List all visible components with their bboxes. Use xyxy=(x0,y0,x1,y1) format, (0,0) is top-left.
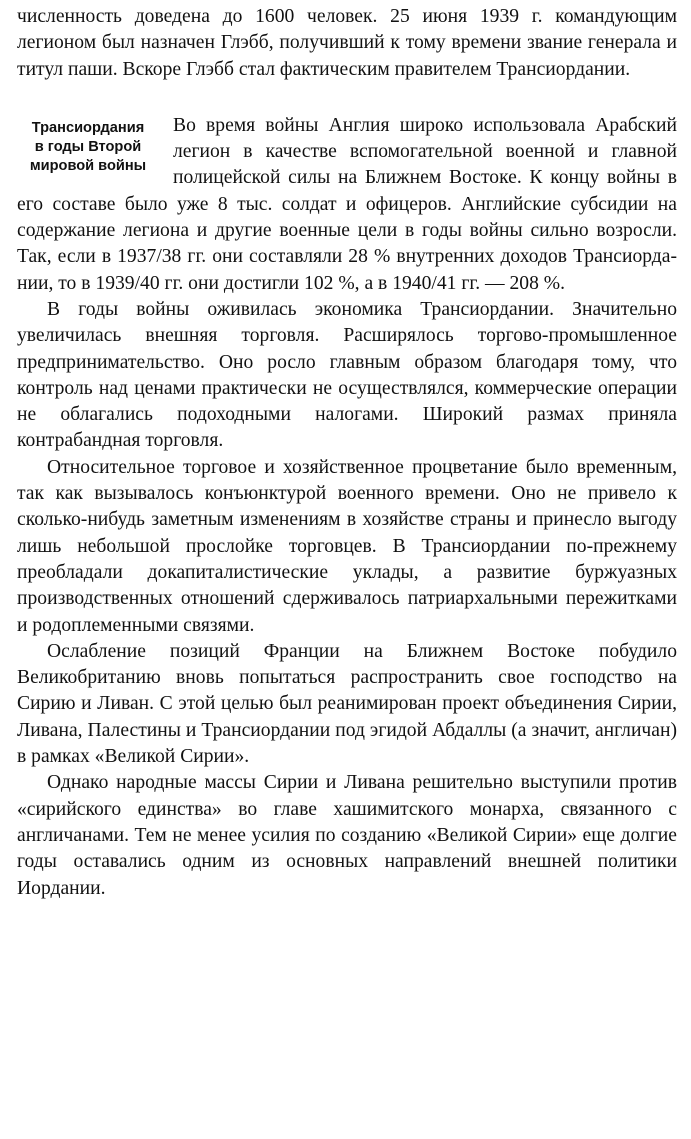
paragraph-economy: В годы войны оживилась экономика Трансиордании. Значительно увеличилась внешняя торговля. Расширялось торгово-промышленное предпринимательство. Оно росло главным образом благодаря тому, что контроль над ценами практически не осуществлялся, коммерческие операции не облагались подоходными налогами. Широкий размах приняла контрабандная торговля. xyxy=(17,298,677,452)
paragraph-prosperity: Относительное торговое и хозяйственное процветание было временным, так как вызывалось конъюнктурой военного времени. Оно не привело к сколько-нибудь заметным изменениям в хозяйстве страны и принесло выгоду лишь небольшой прослойке торговцев. В Трансиордании по-прежнему преобладали докапиталистические уклады, а развитие буржуазных производственных отношений сдерживалось патриархальными пережитками и родоплеменными связями. xyxy=(17,456,677,636)
section-transjordan-ww2 xyxy=(17,113,677,297)
paragraph-continuation: численность доведена до 1600 человек. 25 июня 1939 г. командующим легионом был назначен Глэбб, получивший к тому времени звание генерала и титул паши. Вскоре Глэбб стал фактическим правителем Трансиордании. xyxy=(17,6,677,80)
paragraph-greater-syria: Ослабление позиций Франции на Ближнем Востоке побудило Великобританию вновь попытаться распространить свое господство на Сирию и Ливан. С этой целью был реанимирован проект объединения Сирии, Ливана, Палестины и Трансиордании под эгидой Абдаллы (а значит, англичан) в рамках «Великой Сирии». xyxy=(17,640,677,768)
document-page xyxy=(17,4,677,902)
paragraph-syrian-unity: Однако народные массы Сирии и Ливана решительно выступили против «сирийского единства» во главе хашимитского монарха, связанного с англичанами. Тем не менее усилия по созданию «Великой Сирии» еще долгие годы оставались одним из основных направлений внешней политики Иордании. xyxy=(17,772,677,899)
side-heading-line: Трансиордания xyxy=(31,119,145,136)
section-first-paragraph: Во время войны Англия широко использовала Арабский легион в качестве вспомогательной военной и главной полицейской силы на Ближнем Востоке. К концу войны в его составе было уже 8 тыс. солдат и офицеров. Английские субсидии на содержание легиона и другие военные цели в годы войны сильно возросли. Так, если в 1937/38 гг. они составляли 28 % внутренних доходов Трансиордании, то в 1939/40 гг. они достигли 102 %, а в 1940/41 гг. — 208 %. xyxy=(17,114,677,294)
side-heading-line: в годы Второй xyxy=(34,138,142,155)
side-heading-line: мировой войны xyxy=(29,157,147,174)
section-side-heading xyxy=(17,119,159,176)
